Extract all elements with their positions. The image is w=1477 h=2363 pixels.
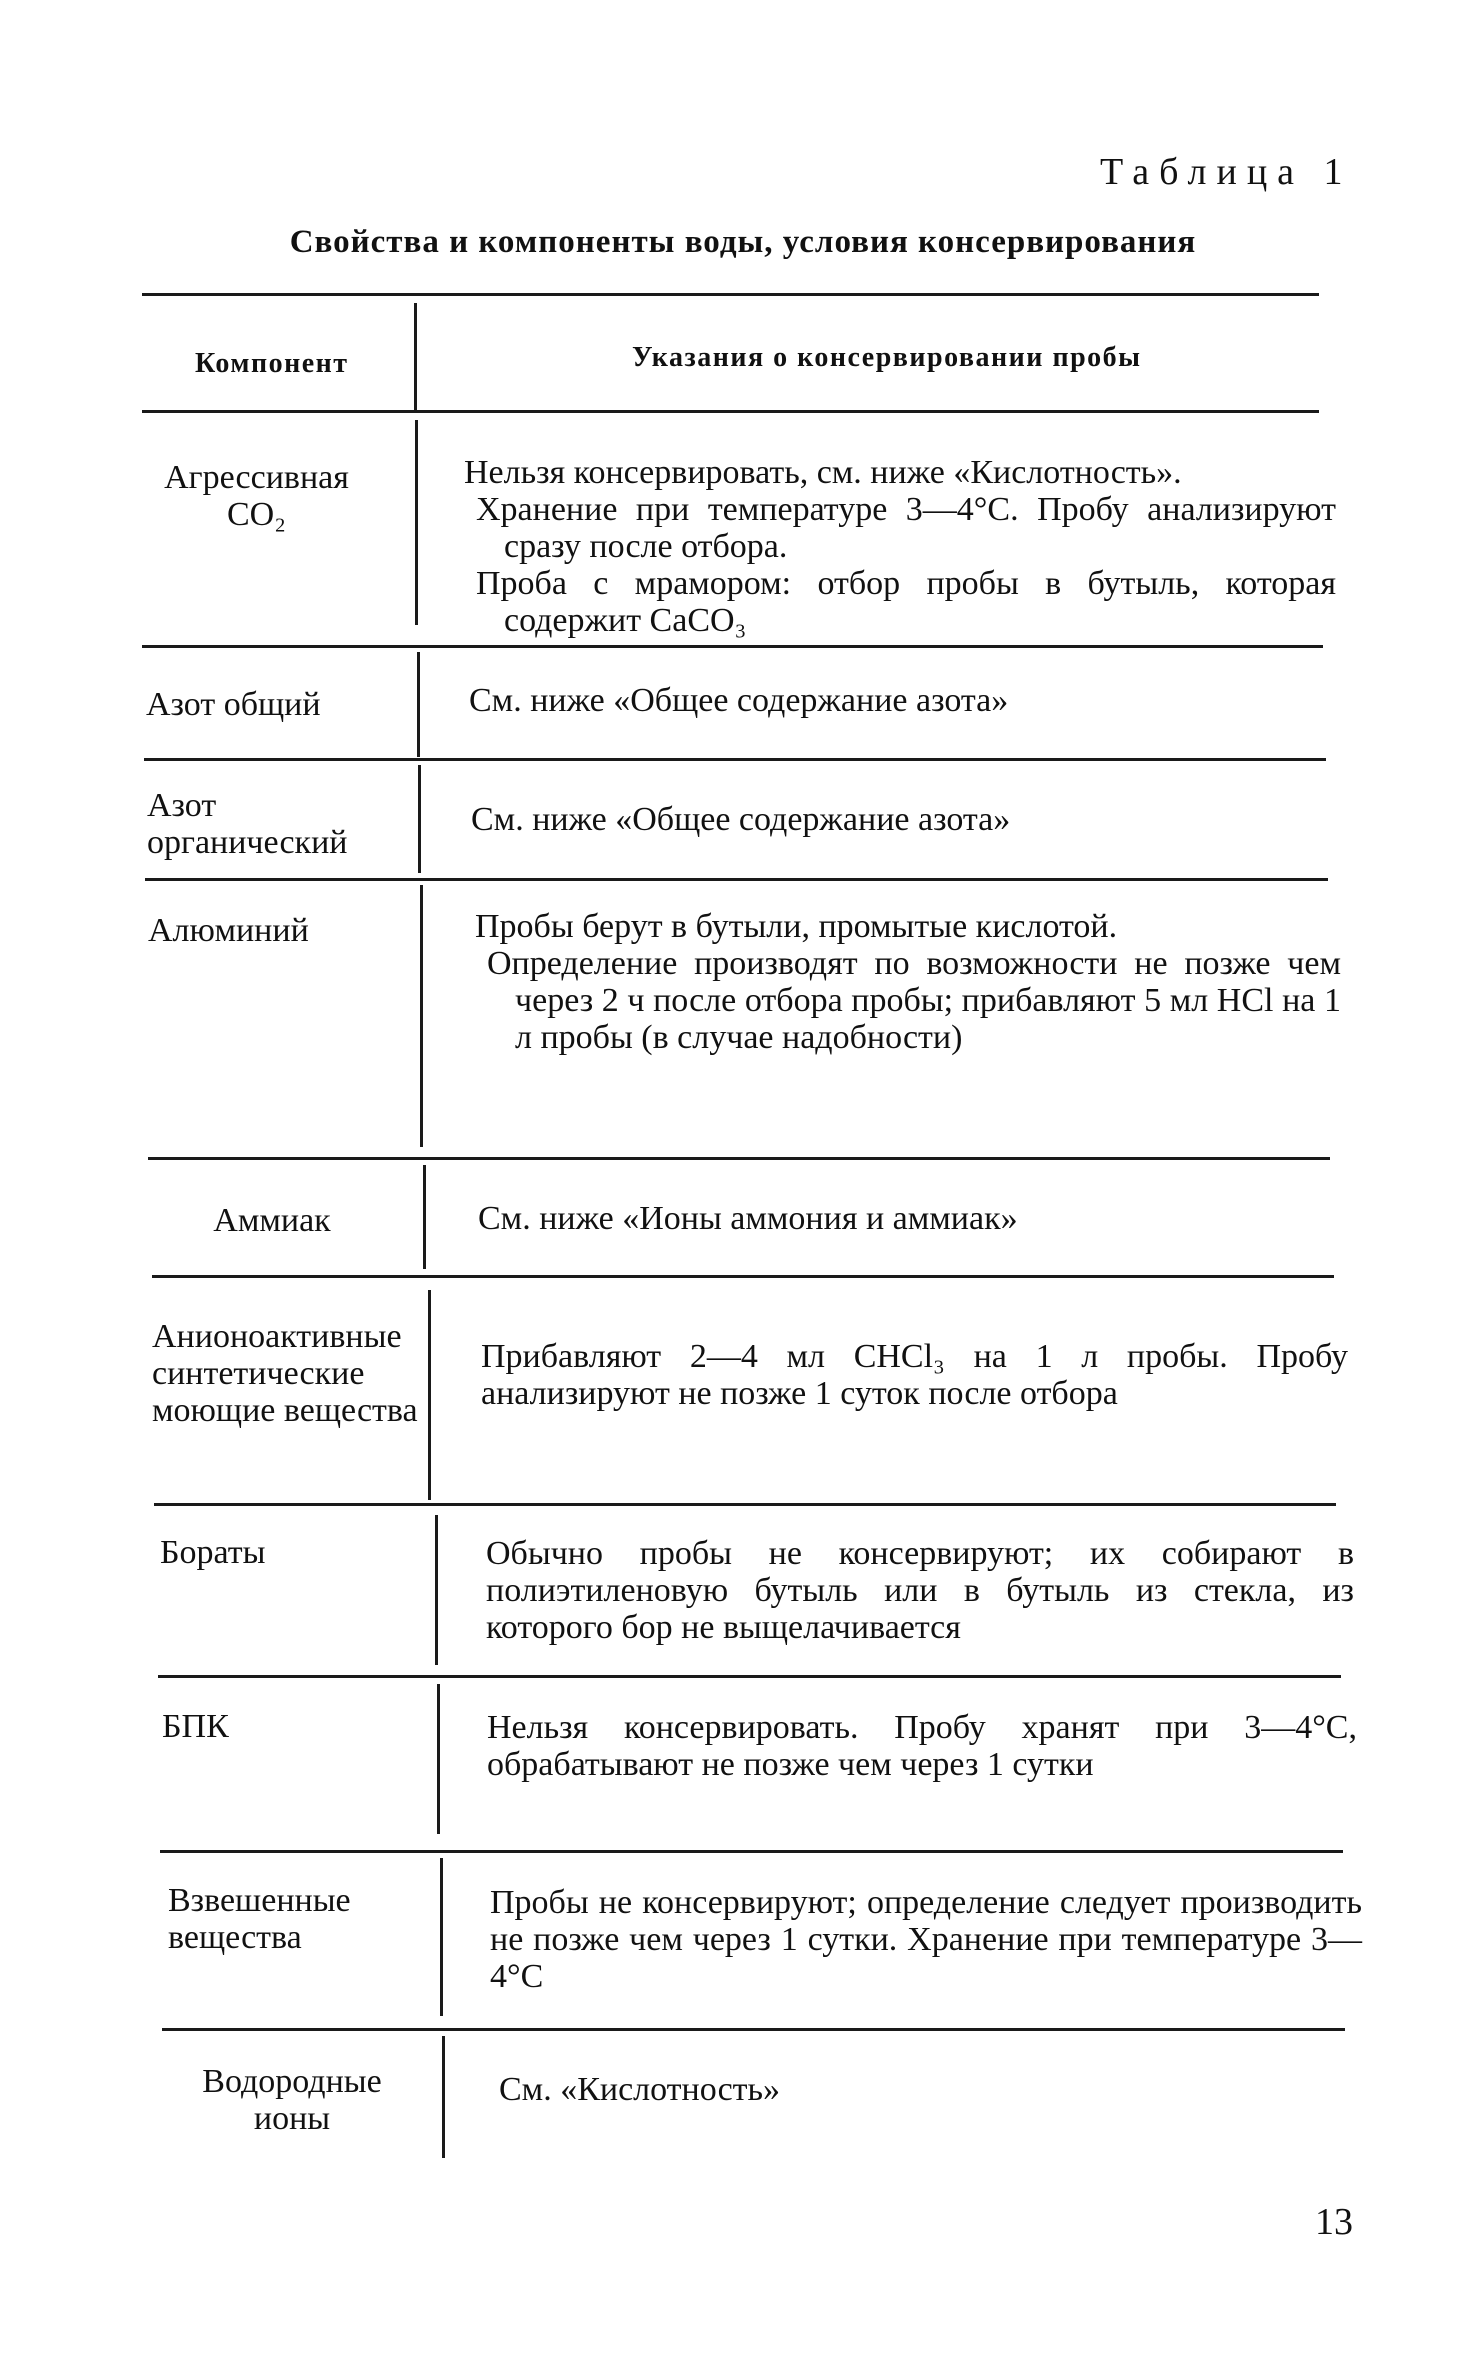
instruction-line: Определение производят по возможности не позже чем через 2 ч после отбора пробы; прибавляют 5 мл HCl на 1 л пробы (в случае надобности)	[487, 945, 1341, 1056]
instruction-cell	[469, 682, 1329, 719]
instruction-line: Пробы берут в бутыли, промытые кислотой.	[475, 908, 1118, 945]
row-divider	[440, 1858, 443, 2016]
instruction-line: Прибавляют 2—4 мл CHCl₃ на 1 л пробы. Пробу анализируют не позже 1 суток после отбора	[481, 1338, 1348, 1412]
row-divider	[442, 2036, 445, 2158]
header-instructions: Указания о консервировании пробы	[632, 342, 1142, 373]
row-rule	[158, 1675, 1341, 1678]
instruction-cell	[486, 1535, 1354, 1646]
instruction-cell	[475, 908, 1341, 1056]
table-number: Таблица 1	[1100, 151, 1353, 193]
instruction-cell	[499, 2071, 1359, 2108]
instruction-cell	[471, 801, 1331, 838]
component-cell: Бораты	[160, 1534, 266, 1571]
row-rule	[152, 1275, 1334, 1278]
instruction-cell	[490, 1884, 1362, 1995]
component-cell: Агрессивная CO₂	[164, 459, 349, 533]
instruction-line: См. ниже «Общее содержание азота»	[469, 682, 1009, 719]
row-divider	[437, 1684, 440, 1834]
row-divider	[418, 765, 421, 873]
header-column-divider	[414, 303, 417, 413]
component-cell: Анионоактивные синтетические моющие вещества	[152, 1318, 418, 1429]
component-cell: Взвешенные вещества	[168, 1882, 351, 1956]
component-cell: Азот органический	[147, 787, 348, 861]
row-rule	[160, 1850, 1343, 1853]
instruction-cell	[481, 1338, 1348, 1412]
instruction-cell	[464, 454, 1336, 639]
header-bottom-rule	[142, 410, 1319, 413]
component-cell: БПК	[162, 1708, 229, 1745]
row-rule	[154, 1503, 1336, 1506]
row-divider	[428, 1290, 431, 1500]
header-component: Компонент	[195, 348, 349, 379]
instruction-line: Нельзя консервировать. Пробу хранят при 3—4°С, обрабатывают не позже чем через 1 сутки	[487, 1709, 1357, 1783]
instruction-line: См. ниже «Общее содержание азота»	[471, 801, 1011, 838]
component-cell: Аммиак	[213, 1202, 331, 1239]
row-rule	[148, 1157, 1330, 1160]
row-rule	[144, 758, 1326, 761]
instruction-line: Проба с мрамором: отбор пробы в бутыль, которая содержит CaCO₃	[476, 565, 1336, 639]
instruction-line: См. ниже «Ионы аммония и аммиак»	[478, 1200, 1018, 1237]
component-cell: Азот общий	[146, 686, 321, 723]
page-number: 13	[1315, 2201, 1353, 2243]
table-title: Свойства и компоненты воды, условия консервирования	[289, 224, 1197, 260]
table-top-rule	[142, 293, 1319, 296]
row-divider	[423, 1165, 426, 1269]
instruction-line: Пробы не консервируют; определение следует производить не позже чем через 1 сутки. Хранение при температуре 3—4°С	[490, 1884, 1362, 1995]
row-divider	[435, 1515, 438, 1665]
row-rule	[142, 645, 1323, 648]
instruction-line: Обычно пробы не консервируют; их собирают в полиэтиленовую бутыль или в бутыль из стекла, из которого бор не выщелачивается	[486, 1535, 1354, 1646]
instruction-cell	[478, 1200, 1338, 1237]
instruction-line: Хранение при температуре 3—4°С. Пробу анализируют сразу после отбора.	[476, 491, 1336, 565]
row-rule	[162, 2028, 1345, 2031]
component-cell: Алюминий	[148, 912, 309, 949]
instruction-cell	[487, 1709, 1357, 1783]
row-divider	[415, 420, 418, 625]
component-cell: Водородные ионы	[202, 2063, 382, 2137]
instruction-line: См. «Кислотность»	[499, 2071, 781, 2108]
row-divider	[420, 885, 423, 1147]
row-rule	[145, 878, 1328, 881]
instruction-line: Нельзя консервировать, см. ниже «Кислотность».	[464, 454, 1182, 491]
row-divider	[417, 652, 420, 757]
